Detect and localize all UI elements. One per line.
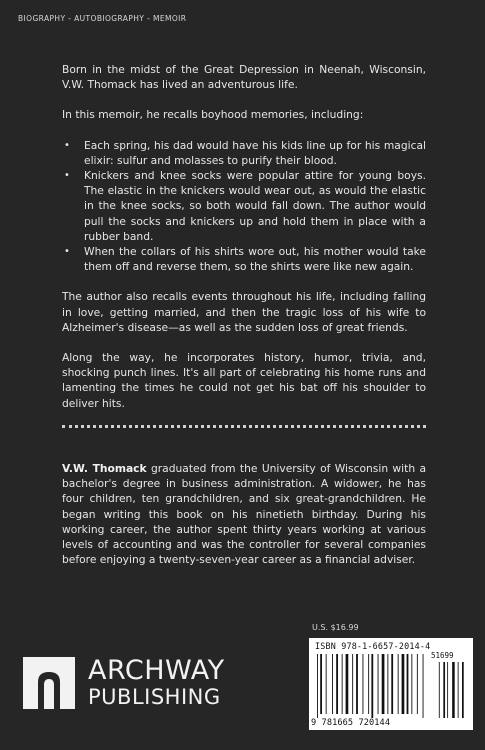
list-item: • When the collars of his shirts wore out, his mother would take them off and reverse them, so the shirts were like new again. xyxy=(64,245,426,274)
publisher-logo xyxy=(20,654,250,714)
price-addon-digits: 51699 xyxy=(431,651,454,660)
intro-paragraph-3: The author also recalls events throughout his life, including falling in love, getting married, and then the tragic loss of his wife to Alzheimer's disease—as well as the sudden loss of great friends. xyxy=(62,290,426,334)
back-cover-description xyxy=(62,62,426,426)
publisher-name-line2: PUBLISHING xyxy=(88,685,221,709)
barcode xyxy=(309,638,473,730)
bullet-icon: • xyxy=(64,246,70,258)
list-item: • Knickers and knee socks were popular attire for young boys. The elastic in the knickers would wear out, as would the elastic in the knee socks, so both would fall down. The author would pull the socks and knickers up and hold them in place with a rubber band. xyxy=(64,169,426,243)
barcode-bars xyxy=(313,654,469,720)
bullet-icon: • xyxy=(64,139,70,151)
intro-paragraph-2: In this memoir, he recalls boyhood memories, including: xyxy=(62,108,364,122)
publisher-name-line1: ARCHWAY xyxy=(88,655,225,686)
memory-list xyxy=(62,138,426,275)
author-bio xyxy=(62,461,426,567)
intro-paragraph-4: Along the way, he incorporates history, humor, trivia, and, shocking punch lines. It's all part of celebrating his home runs and lamenting the times he could not get his bat off his shoulder to deliver hits. xyxy=(62,351,426,410)
ean-digits: 9 781665 720144 xyxy=(311,718,391,728)
author-name: V.W. Thomack xyxy=(62,462,147,475)
list-item: • Each spring, his dad would have his kids line up for his magical elixir: sulfur and molasses to purify their blood. xyxy=(64,138,426,167)
intro-paragraph-1: Born in the midst of the Great Depression in Neenah, Wisconsin, V.W. Thomack has lived an adventurous life. xyxy=(62,63,426,92)
archway-logo-icon xyxy=(20,654,78,712)
price-label: U.S. $16.99 xyxy=(312,623,359,632)
dotted-divider xyxy=(62,425,426,428)
isbn-number: ISBN 978-1-6657-2014-4 xyxy=(315,641,431,651)
bullet-icon: • xyxy=(64,170,70,182)
author-bio-text: graduated from the University of Wisconsin with a bachelor's degree in business administration. A widower, he has four children, ten grandchildren, and six great-grandchildren. He began writing this book on his ninetieth birthday. During his working career, the author spent thirty years working at various levels of accounting and was the controller for several companies before enjoying a twenty-seven-year career as a financial adviser. xyxy=(62,462,427,567)
category-label: BIOGRAPHY - AUTOBIOGRAPHY - MEMOIR xyxy=(18,14,187,23)
